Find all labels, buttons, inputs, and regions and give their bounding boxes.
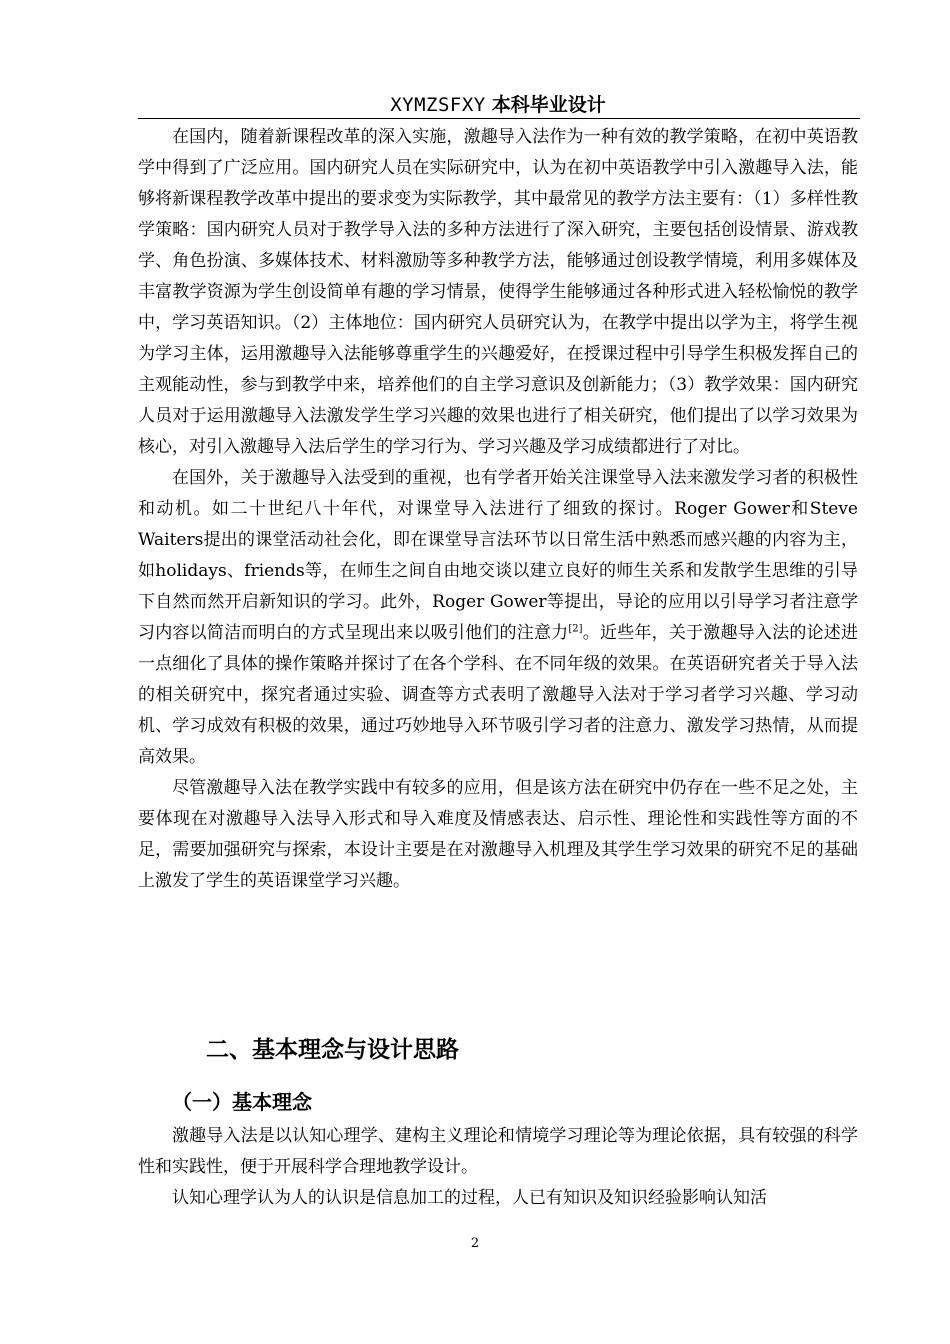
header-title: 本科毕业设计 — [491, 94, 606, 116]
section-body — [138, 1121, 858, 1214]
page-header — [138, 92, 858, 118]
paragraph-theory: 激趣导入法是以认知心理学、建构主义理论和情境学习理论等为理论依据，具有较强的科学性和实践性，便于开展科学合理地教学设计。 — [138, 1126, 858, 1177]
header-code: XYMZSFXY — [390, 94, 486, 116]
citation-ref[interactable]: [2] — [568, 623, 583, 635]
paragraph-domestic: 在国内，随着新课程改革的深入实施，激趣导入法作为一种有效的教学策略，在初中英语教学中得到了广泛应用。国内研究人员在实际研究中，认为在初中英语教学中引入激趣导入法，能够将新课程教学改革中提出的要求变为实际教学，其中最常见的教学方法主要有：（1）多样性教学策略：国内研究人员对于教学导入法的多种方法进行了深入研究，主要包括创设情景、游戏教学、角色扮演、多媒体技术、材料激励等多种教学方法，能够通过创设教学情境，利用多媒体及丰富教学资源为学生创设简单有趣的学习情景，使得学生能够通过各种形式进入轻松愉悦的教学中，学习英语知识。（2）主体地位：国内研究人员研究认为，在教学中提出以学为主，将学生视为学习主体，运用激趣导入法能够尊重学生的兴趣爱好，在授课过程中引导学生积极发挥自己的主观能动性，参与到教学中来，培养他们的自主学习意识及创新能力；（3）教学效果：国内研究人员对于运用激趣导入法激发学生学习兴趣的效果也进行了相关研究，他们提出了以学习效果为核心，对引入激趣导入法后学生的学习行为、学习兴趣及学习成绩都进行了对比。 — [138, 127, 858, 457]
paragraph-foreign-text: 在国外，关于激趣导入法受到的重视，也有学者开始关注课堂导入法来激发学习者的积极性和动机。如二十世纪八十年代，对课堂导入法进行了细致的探讨。Roger Gower和Steve Waiters提出的课堂活动社会化，即在课堂导言法环节以日常生活中熟悉而感兴趣的内容为主，如holidays、friends等，在师生之间自由地交谈以建立良好的师生关系和发散学生思维的引导下自然而然开启新知识的学习。此外，Roger Gower等提出，导论的应用以引导学习者注意学习内容以简洁而明白的方式呈现出来以吸引他们的注意力 — [138, 468, 858, 643]
section-heading: 二、基本理念与设计思路 — [206, 1037, 459, 1063]
body-text — [138, 122, 858, 897]
paragraph-cognitive: 认知心理学认为人的认识是信息加工的过程，人已有知识及知识经验影响认知活 — [172, 1188, 767, 1208]
paragraph-foreign — [138, 463, 858, 773]
paragraph-shortcomings: 尽管激趣导入法在教学实践中有较多的应用，但是该方法在研究中仍存在一些不足之处，主要体现在对激趣导入法导入形式和导入难度及情感表达、启示性、理论性和实践性等方面的不足，需要加强研究与探索，本设计主要是在对激趣导入机理及其学生学习效果的研究不足的基础上激发了学生的英语课堂学习兴趣。 — [138, 778, 858, 891]
page-number: 2 — [470, 1236, 480, 1251]
paragraph-foreign-tail: 。近些年，关于激趣导入法的论述进一点细化了具体的操作策略并探讨了在各个学科、在不同年级的效果。在英语研究者关于导入法的相关研究中，探究者通过实验、调查等方式表明了激趣导入法对于学习者学习兴趣、学习动机、学习成效有积极的效果，通过巧妙地导入环节吸引学习者的注意力、激发学习热情，从而提高效果。 — [138, 623, 859, 767]
subsection-heading: （一）基本理念 — [172, 1090, 312, 1114]
header-rule — [138, 118, 860, 119]
